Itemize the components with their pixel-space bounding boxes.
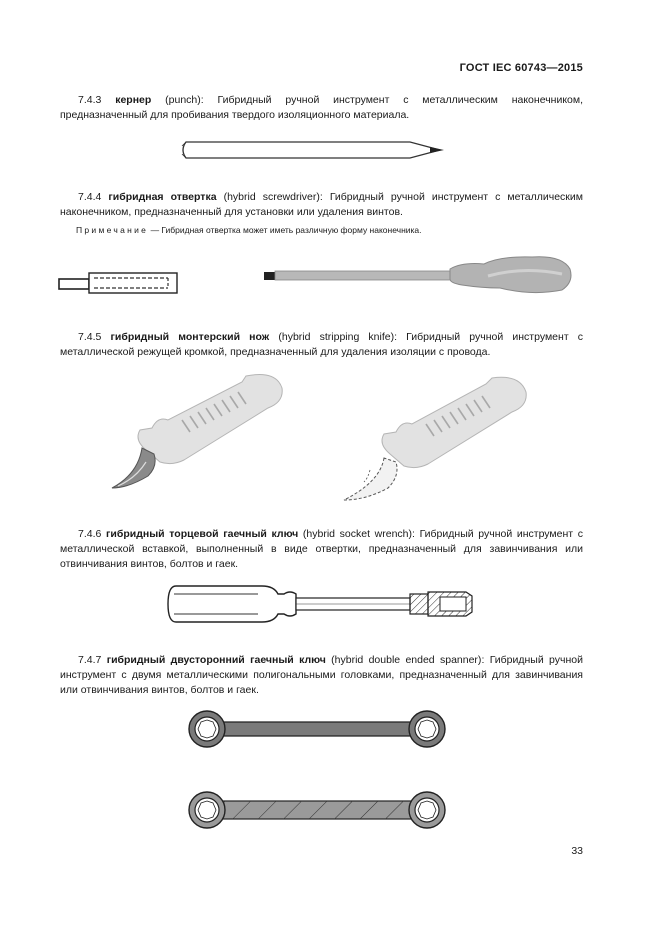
term: гибридная отвертка [108, 191, 217, 203]
double-ended-spanner-figure [186, 708, 448, 750]
term-english: (punch) [165, 94, 201, 106]
punch-figure [178, 136, 450, 168]
section-7-4-6 [60, 527, 583, 572]
term: гибридный двусторонний гаечный ключ [106, 654, 326, 666]
term: гибридный монтерский нож [110, 331, 270, 343]
section-7-4-3 [60, 93, 583, 123]
term-english: (hybrid socket wrench) [302, 528, 413, 540]
definition: : Гибридный ручной инструмент с металлическим наконечником, предназначенный для пробивания твердого изоляционного материала. [60, 94, 584, 121]
term-english: (hybrid double ended spanner) [331, 654, 482, 666]
note-label: Примечание [76, 225, 149, 235]
page-number: 33 [571, 845, 583, 857]
section-number: 7.4.4 [78, 191, 102, 203]
stripping-knife-photo [98, 370, 290, 500]
section-7-4-7 [60, 653, 583, 698]
definition: : Гибридный ручной инструмент с металлической режущей кромкой, предназначенный для удаления изоляции с провода. [60, 331, 584, 358]
note-text: — Гибридная отвертка может иметь различную форму наконечника. [148, 225, 422, 235]
section-number: 7.4.7 [78, 654, 102, 666]
section-number: 7.4.6 [78, 528, 102, 540]
screwdriver-tip-diagram [56, 270, 182, 296]
definition: : Гибридный ручной инструмент с двумя металлическими полигональными головками, предназначенный для завинчивания или отвинчивания винтов, болтов и гаек. [60, 654, 583, 696]
section-number: 7.4.5 [78, 331, 102, 343]
term: гибридный торцевой гаечный ключ [106, 528, 299, 540]
section-7-4-5 [60, 330, 583, 360]
definition: : Гибридный ручной инструмент с металлическим наконечником, предназначенный для установки или удаления винтов. [60, 191, 583, 218]
stripping-knife-open-photo [326, 370, 532, 506]
double-ended-spanner-section-figure [186, 789, 448, 831]
term-english: (hybrid screwdriver) [223, 191, 320, 203]
document-header: ГОСТ IEC 60743—2015 [459, 62, 583, 74]
section-7-4-4 [60, 190, 583, 220]
section-number: 7.4.3 [78, 94, 102, 106]
note [76, 224, 586, 236]
term: кернер [115, 94, 152, 106]
definition: : Гибридный ручной инструмент с металлической вставкой, выполненный в виде отвертки, предназначенный для завинчивания или отвинчивания винтов, болтов и гаек. [60, 528, 583, 570]
term-english: (hybrid stripping knife) [278, 331, 395, 343]
screwdriver-figure [262, 252, 580, 298]
socket-wrench-figure [166, 580, 478, 628]
